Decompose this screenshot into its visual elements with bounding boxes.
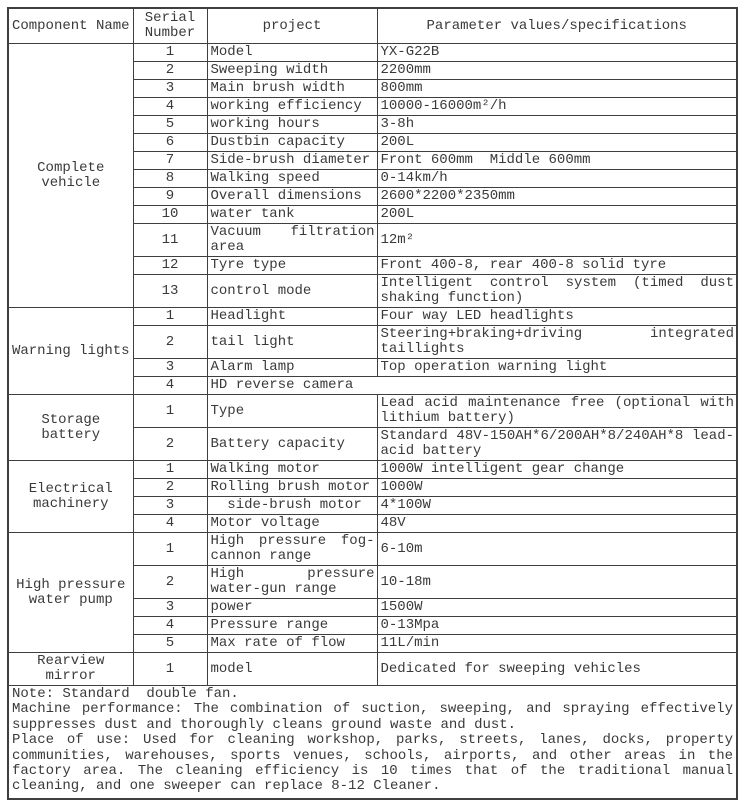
serial-number-cell: 10: [133, 206, 207, 224]
project-cell: model: [207, 653, 377, 686]
serial-number-cell: 3: [133, 497, 207, 515]
component-name-cell: Warning lights: [8, 308, 133, 395]
table-row: [8, 461, 737, 479]
project-cell: Side-brush diameter: [207, 152, 377, 170]
parameter-value-cell: Lead acid maintenance free (optional with lithium battery): [377, 395, 737, 428]
parameter-value-cell: Front 400-8, rear 400-8 solid tyre: [377, 257, 737, 275]
project-cell: Headlight: [207, 308, 377, 326]
project-cell: Vacuum filtration area: [207, 224, 377, 257]
spec-table-header: [8, 8, 737, 44]
project-cell: working hours: [207, 116, 377, 134]
component-name-cell: Storage battery: [8, 395, 133, 461]
parameter-value-cell: Top operation warning light: [377, 359, 737, 377]
parameter-value-cell: Four way LED headlights: [377, 308, 737, 326]
serial-number-cell: 9: [133, 188, 207, 206]
serial-number-cell: 2: [133, 566, 207, 599]
serial-number-cell: 5: [133, 635, 207, 653]
parameter-value-cell: Dedicated for sweeping vehicles: [377, 653, 737, 686]
parameter-value-cell: 10000-16000m²/h: [377, 98, 737, 116]
parameter-value-cell: Front 600mm Middle 600mm: [377, 152, 737, 170]
serial-number-cell: 13: [133, 275, 207, 308]
project-cell: Dustbin capacity: [207, 134, 377, 152]
parameter-value-cell: 1500W: [377, 599, 737, 617]
project-cell: power: [207, 599, 377, 617]
spec-table-body: [8, 44, 737, 686]
table-row: [8, 395, 737, 428]
note-place-of-use: Place of use: Used for cleaning workshop, parks, streets, lanes, docks, property communities, warehouses, sports venues, schools, airports, and other areas in the factory area. The cleaning efficiency is 10 times that of the traditional manual cleaning, and one sweeper can replace 8-12 Cleaner.: [12, 732, 733, 795]
header-serial-number: Serial Number: [133, 8, 207, 44]
parameter-value-cell: 200L: [377, 134, 737, 152]
header-row: [8, 8, 737, 44]
serial-number-cell: 3: [133, 599, 207, 617]
project-cell: Main brush width: [207, 80, 377, 98]
project-cell: Motor voltage: [207, 515, 377, 533]
project-cell: side-brush motor: [207, 497, 377, 515]
parameter-value-cell: 10-18m: [377, 566, 737, 599]
parameter-value-cell: 12m²: [377, 224, 737, 257]
table-row: [8, 653, 737, 686]
parameter-value-cell: Standard 48V-150AH*6/200AH*8/240AH*8 lead-acid battery: [377, 428, 737, 461]
project-cell: High pressure water-gun range: [207, 566, 377, 599]
component-name-cell: Rearview mirror: [8, 653, 133, 686]
project-cell: High pressure fog-cannon range: [207, 533, 377, 566]
component-name-cell: Electrical machinery: [8, 461, 133, 533]
header-parameter-values: Parameter values/specifications: [377, 8, 737, 44]
table-row: [8, 44, 737, 62]
parameter-value-cell: YX-G22B: [377, 44, 737, 62]
component-name-cell: Complete vehicle: [8, 44, 133, 308]
project-cell: water tank: [207, 206, 377, 224]
spec-table: [7, 7, 738, 800]
project-cell: Tyre type: [207, 257, 377, 275]
project-cell: Alarm lamp: [207, 359, 377, 377]
parameter-value-cell: 2600*2200*2350mm: [377, 188, 737, 206]
parameter-value-cell: Intelligent control system (timed dust shaking function): [377, 275, 737, 308]
serial-number-cell: 8: [133, 170, 207, 188]
serial-number-cell: 2: [133, 326, 207, 359]
serial-number-cell: 3: [133, 80, 207, 98]
serial-number-cell: 2: [133, 62, 207, 80]
project-cell: Pressure range: [207, 617, 377, 635]
parameter-value-cell: 800mm: [377, 80, 737, 98]
project-cell: Sweeping width: [207, 62, 377, 80]
parameter-value-cell: 1000W: [377, 479, 737, 497]
notes-section: [8, 686, 737, 799]
serial-number-cell: 1: [133, 44, 207, 62]
serial-number-cell: 1: [133, 308, 207, 326]
project-cell: Walking motor: [207, 461, 377, 479]
project-cell: HD reverse camera: [207, 377, 737, 395]
parameter-value-cell: 1000W intelligent gear change: [377, 461, 737, 479]
serial-number-cell: 2: [133, 428, 207, 461]
serial-number-cell: 4: [133, 515, 207, 533]
header-component-name: Component Name: [8, 8, 133, 44]
project-cell: Overall dimensions: [207, 188, 377, 206]
parameter-value-cell: 4*100W: [377, 497, 737, 515]
parameter-value-cell: 11L/min: [377, 635, 737, 653]
serial-number-cell: 4: [133, 377, 207, 395]
note-machine-performance: Machine performance: The combination of suction, sweeping, and spraying effectively suppresses dust and thoroughly cleans ground waste and dust.: [12, 701, 733, 733]
project-cell: working efficiency: [207, 98, 377, 116]
serial-number-cell: 4: [133, 617, 207, 635]
serial-number-cell: 12: [133, 257, 207, 275]
serial-number-cell: 3: [133, 359, 207, 377]
project-cell: tail light: [207, 326, 377, 359]
notes-cell: [8, 686, 737, 799]
component-name-cell: High pressure water pump: [8, 533, 133, 653]
project-cell: Model: [207, 44, 377, 62]
serial-number-cell: 1: [133, 461, 207, 479]
serial-number-cell: 1: [133, 395, 207, 428]
parameter-value-cell: 2200mm: [377, 62, 737, 80]
note-standard: Note: Standard double fan.: [12, 686, 239, 702]
parameter-value-cell: 6-10m: [377, 533, 737, 566]
serial-number-cell: 1: [133, 533, 207, 566]
serial-number-cell: 2: [133, 479, 207, 497]
serial-number-cell: 7: [133, 152, 207, 170]
parameter-value-cell: 48V: [377, 515, 737, 533]
project-cell: Max rate of flow: [207, 635, 377, 653]
serial-number-cell: 11: [133, 224, 207, 257]
project-cell: control mode: [207, 275, 377, 308]
parameter-value-cell: 3-8h: [377, 116, 737, 134]
project-cell: Rolling brush motor: [207, 479, 377, 497]
project-cell: Battery capacity: [207, 428, 377, 461]
table-row: [8, 533, 737, 566]
parameter-value-cell: 0-13Mpa: [377, 617, 737, 635]
table-row: [8, 308, 737, 326]
parameter-value-cell: Steering+braking+driving integrated taillights: [377, 326, 737, 359]
parameter-value-cell: 200L: [377, 206, 737, 224]
serial-number-cell: 1: [133, 653, 207, 686]
serial-number-cell: 4: [133, 98, 207, 116]
header-project: project: [207, 8, 377, 44]
project-cell: Type: [207, 395, 377, 428]
project-cell: Walking speed: [207, 170, 377, 188]
serial-number-cell: 6: [133, 134, 207, 152]
serial-number-cell: 5: [133, 116, 207, 134]
notes-row: [8, 686, 737, 799]
parameter-value-cell: 0-14km/h: [377, 170, 737, 188]
